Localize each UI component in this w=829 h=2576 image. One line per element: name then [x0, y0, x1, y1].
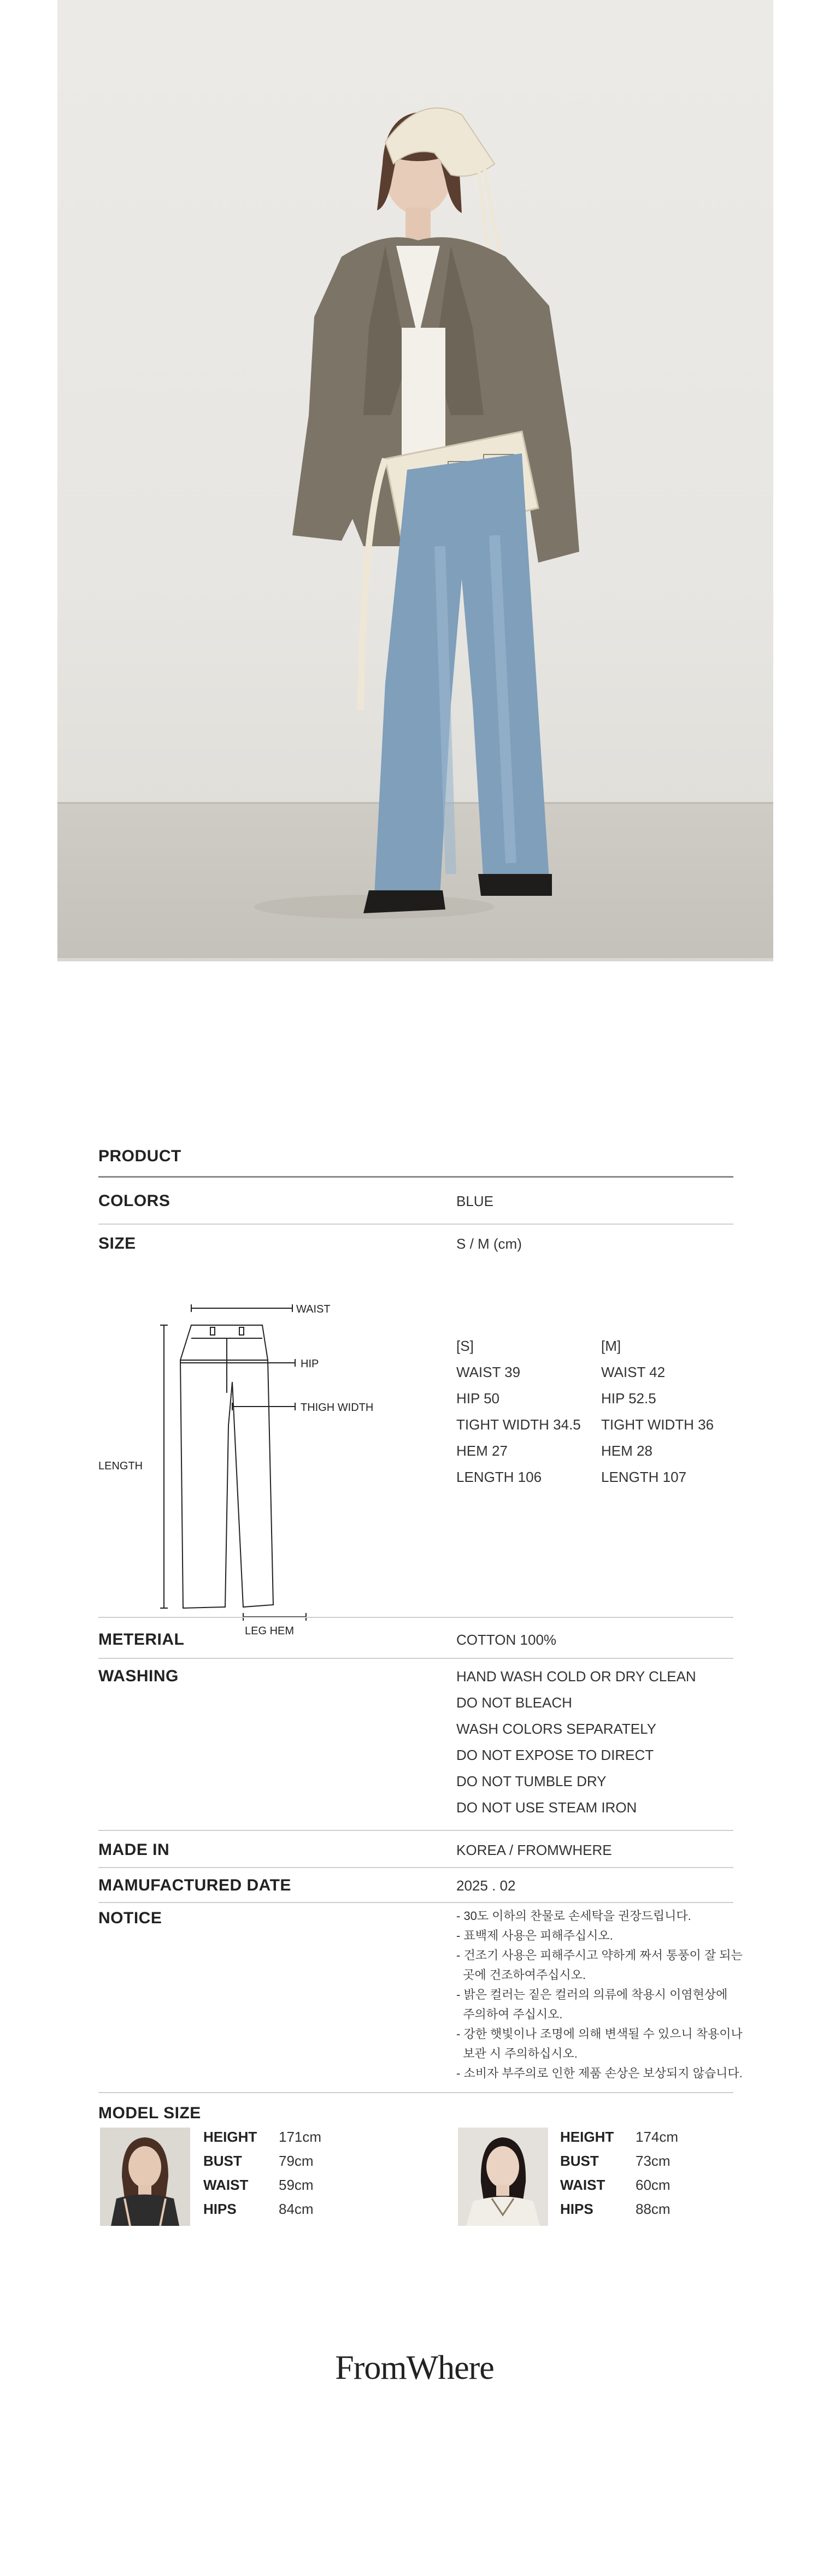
length-label: LENGTH: [98, 1460, 143, 1472]
washing-item: DO NOT TUMBLE DRY: [456, 1773, 607, 1789]
hip-label: HIP: [301, 1358, 319, 1370]
divider: [98, 1617, 733, 1618]
size-m-line: WAIST 42: [601, 1364, 666, 1380]
divider: [98, 1224, 733, 1225]
waist-label: WAIST: [203, 2177, 249, 2193]
hips-value: 88cm: [636, 2201, 671, 2217]
divider: [98, 1830, 733, 1831]
size-s-line: TIGHT WIDTH 34.5: [456, 1416, 581, 1433]
waist-value: 60cm: [636, 2177, 671, 2193]
material-value: COTTON 100%: [456, 1632, 557, 1648]
size-m-line: HEM 28: [601, 1443, 652, 1459]
height-value: 171cm: [279, 2129, 322, 2145]
colors-value: BLUE: [456, 1193, 493, 1209]
divider: [98, 1658, 733, 1659]
size-label: SIZE: [98, 1234, 136, 1252]
divider: [98, 2092, 733, 2093]
washing-list: [456, 1663, 696, 1821]
divider: [98, 1176, 733, 1178]
height-value: 174cm: [636, 2129, 679, 2145]
manufactured-label: MAMUFACTURED DATE: [98, 1876, 291, 1894]
notice-item: - 건조기 사용은 피해주시고 약하게 짜서 통풍이 잘 되는: [456, 1948, 743, 1962]
height-label: HEIGHT: [560, 2129, 614, 2145]
washing-item: HAND WASH COLD OR DRY CLEAN: [456, 1668, 696, 1685]
product-heading: PRODUCT: [98, 1147, 181, 1165]
divider: [98, 1902, 733, 1903]
made-in-label: MADE IN: [98, 1841, 170, 1859]
notice-list: [456, 1906, 743, 2083]
notice-item: 곳에 건조하여주십시오.: [456, 1968, 586, 1982]
height-label: HEIGHT: [203, 2129, 257, 2145]
notice-item: - 30도 이하의 찬물로 손세탁을 권장드립니다.: [456, 1909, 691, 1923]
model-figure: [57, 0, 773, 961]
manufactured-value: 2025 . 02: [456, 1877, 516, 1894]
notice-item: - 소비자 부주의로 인한 제품 손상은 보상되지 않습니다.: [456, 2066, 743, 2080]
waist-value: 59cm: [279, 2177, 314, 2193]
leg-hem-label: LEG HEM: [245, 1625, 295, 1637]
waist-label: WAIST: [296, 1303, 331, 1315]
bust-label: BUST: [560, 2153, 599, 2169]
hips-label: HIPS: [560, 2201, 593, 2217]
size-m-line: TIGHT WIDTH 36: [601, 1416, 714, 1433]
notice-item: - 표백제 사용은 피해주십시오.: [456, 1929, 613, 1942]
washing-label: WASHING: [98, 1667, 179, 1685]
thigh-width-label: THIGH WIDTH: [301, 1402, 374, 1414]
material-label: METERIAL: [98, 1630, 185, 1649]
size-m-column: [601, 1333, 714, 1490]
made-in-value: KOREA / FROMWHERE: [456, 1842, 612, 1858]
notice-label: NOTICE: [98, 1909, 162, 1927]
washing-item: DO NOT USE STEAM IRON: [456, 1799, 637, 1816]
hips-label: HIPS: [203, 2201, 237, 2217]
notice-item: - 밝은 컬러는 짙은 컬러의 의류에 착용시 이염현상에: [456, 1988, 728, 2001]
model-1-stats: [203, 2125, 321, 2221]
model-2-photo: [458, 2128, 548, 2226]
brand-logo: FromWhere: [335, 2349, 494, 2386]
notice-item: 주의하여 주십시오.: [456, 2007, 563, 2021]
notice-item: 보관 시 주의하십시오.: [456, 2047, 578, 2060]
washing-item: DO NOT BLEACH: [456, 1694, 572, 1711]
bust-value: 73cm: [636, 2153, 671, 2169]
size-diagram: [98, 1273, 437, 1637]
divider: [98, 1867, 733, 1868]
size-s-line: WAIST 39: [456, 1364, 521, 1380]
notice-item: - 강한 햇빛이나 조명에 의해 변색될 수 있으니 착용이나: [456, 2027, 743, 2041]
size-m-line: HIP 52.5: [601, 1390, 656, 1407]
size-value: S / M (cm): [456, 1236, 522, 1252]
photo-bottom-edge: [57, 958, 773, 961]
size-s-line: HIP 50: [456, 1390, 500, 1407]
size-s-line: LENGTH 106: [456, 1469, 542, 1485]
bust-value: 79cm: [279, 2153, 314, 2169]
size-s-title: [S]: [456, 1338, 474, 1354]
washing-item: WASH COLORS SEPARATELY: [456, 1721, 657, 1737]
model-2-stats: [560, 2125, 678, 2221]
size-s-column: [456, 1333, 581, 1490]
waist-label: WAIST: [560, 2177, 605, 2193]
washing-item: DO NOT EXPOSE TO DIRECT: [456, 1747, 654, 1763]
model-1-photo: [100, 2128, 190, 2226]
hips-value: 84cm: [279, 2201, 314, 2217]
size-m-line: LENGTH 107: [601, 1469, 687, 1485]
bust-label: BUST: [203, 2153, 242, 2169]
colors-label: COLORS: [98, 1192, 170, 1210]
hero-photo: [57, 0, 773, 961]
size-m-title: [M]: [601, 1338, 621, 1354]
model-size-heading: MODEL SIZE: [98, 2104, 201, 2122]
size-s-line: HEM 27: [456, 1443, 508, 1459]
